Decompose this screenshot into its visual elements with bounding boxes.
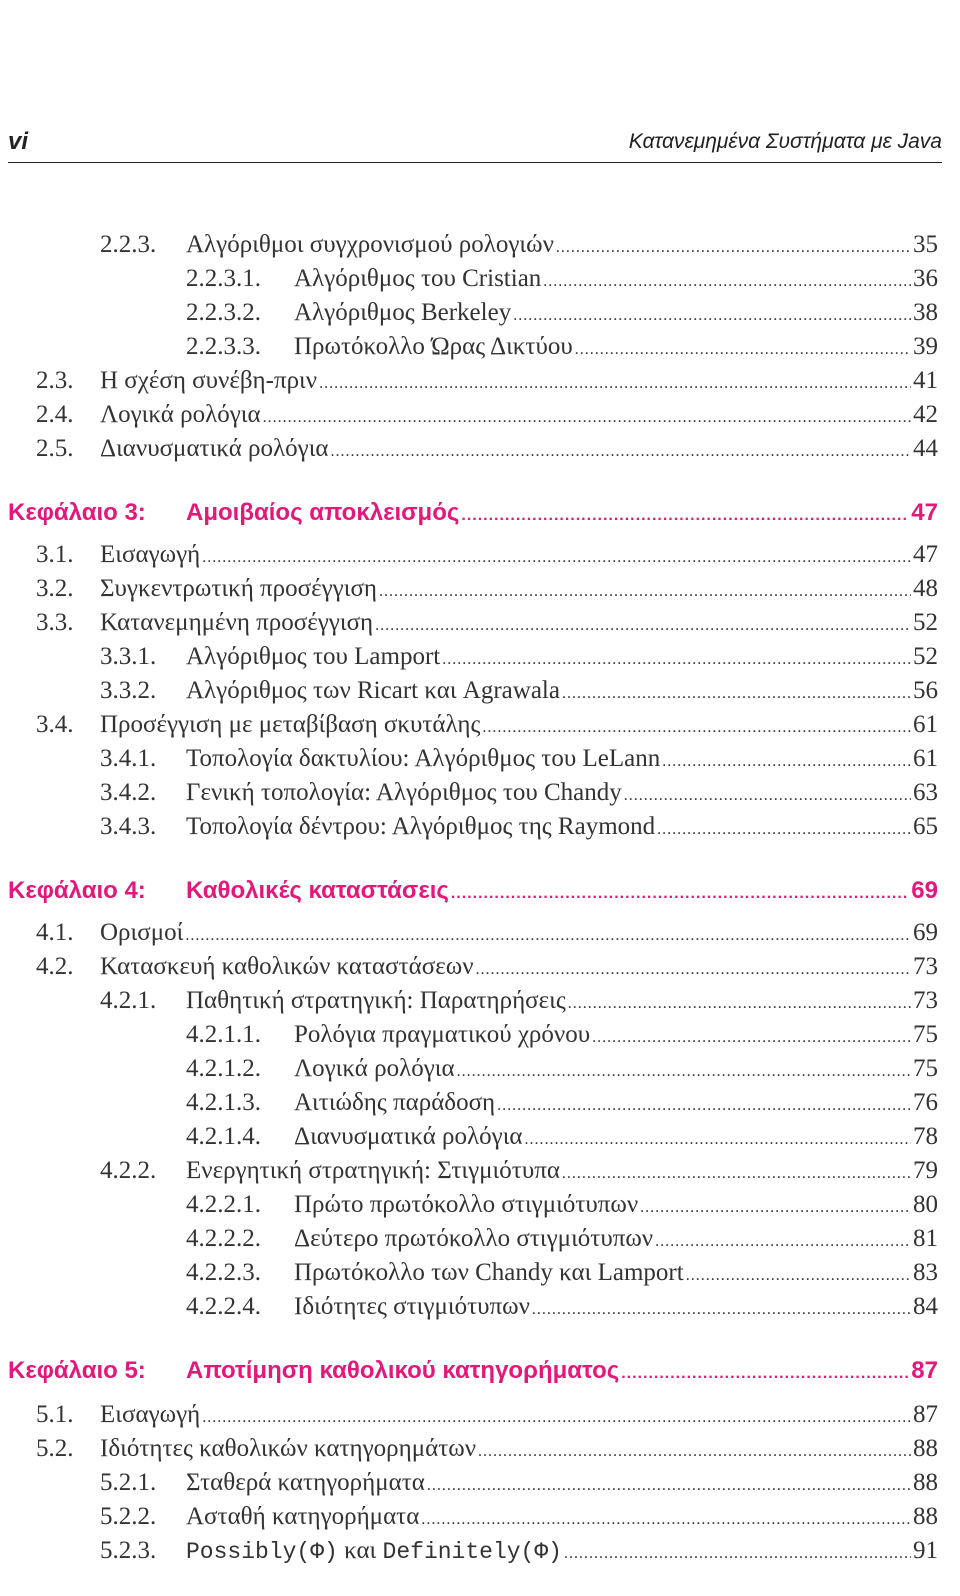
toc-entry[interactable] [186, 1086, 938, 1120]
toc-entry[interactable] [36, 708, 938, 742]
entry-number: 4.2.2.2. [186, 1225, 261, 1252]
toc-entry[interactable] [186, 1120, 938, 1154]
entry-title: Λογικά ρολόγια [100, 401, 261, 428]
dot-leader [451, 877, 909, 911]
toc-entry[interactable] [100, 1500, 938, 1534]
dot-leader [621, 1357, 909, 1391]
entry-number: 3.4.3. [100, 813, 157, 840]
dot-leader [568, 987, 911, 1021]
toc-entry[interactable] [100, 1534, 938, 1568]
entry-page: 35 [913, 231, 938, 258]
entry-page: 75 [913, 1021, 938, 1048]
entry-page: 52 [913, 643, 938, 670]
entry-title: Κατασκευή καθολικών καταστάσεων [100, 953, 474, 980]
dot-leader [497, 1089, 911, 1123]
code-possibly: Possibly(Φ) [186, 1539, 338, 1565]
entry-page: 41 [913, 367, 938, 394]
entry-title: Εισαγωγή [100, 1401, 201, 1428]
entry-number: 2.4. [36, 401, 74, 428]
entry-page: 44 [913, 435, 938, 462]
entry-page: 83 [913, 1259, 938, 1286]
entry-page: 80 [913, 1191, 938, 1218]
entry-number: 3.2. [36, 575, 74, 602]
entry-title: Αλγόριθμοι συγχρονισμού ρολογιών [186, 231, 554, 258]
dot-leader [461, 499, 909, 533]
entry-page: 87 [913, 1401, 938, 1428]
dot-leader [421, 1503, 911, 1537]
toc-entry[interactable] [100, 776, 938, 810]
toc-entry[interactable] [186, 262, 938, 296]
toc-entry[interactable] [36, 606, 938, 640]
entry-page: 78 [913, 1123, 938, 1150]
entry-number: 2.2.3. [100, 231, 157, 258]
toc-entry[interactable] [186, 1222, 938, 1256]
entry-title: Αλγόριθμος του Cristian [294, 265, 542, 292]
entry-number: 3.3. [36, 609, 74, 636]
entry-number: 4.2.1. [100, 987, 157, 1014]
entry-page: 88 [913, 1503, 938, 1530]
book-title: Κατανεμημένα Συστήματα με Java [628, 130, 942, 153]
entry-title: Αλγόριθμος Berkeley [294, 299, 512, 326]
toc-entry[interactable] [100, 674, 938, 708]
toc-entry[interactable] [100, 1154, 938, 1188]
entry-number: 5.2.2. [100, 1503, 157, 1530]
toc-entry[interactable] [36, 950, 938, 984]
entry-page: 73 [913, 987, 938, 1014]
toc-chapter-entry[interactable] [8, 874, 938, 908]
entry-title: Τοπολογία δέντρου: Αλγόριθμος της Raymond [186, 813, 656, 840]
entry-title: Πρωτόκολλο των Chandy και Lamport [294, 1259, 684, 1286]
dot-leader [624, 779, 911, 813]
dot-leader [478, 1435, 911, 1469]
dot-leader [319, 367, 911, 401]
entry-title: Συγκεντρωτική προσέγγιση [100, 575, 377, 602]
entry-number: 2.2.3.1. [186, 265, 261, 292]
toc-entry[interactable] [100, 640, 938, 674]
entry-page: 39 [913, 333, 938, 360]
dot-leader [525, 1123, 911, 1157]
entry-number: 5.2.3. [100, 1537, 157, 1564]
toc-entry[interactable] [186, 1188, 938, 1222]
toc-entry[interactable] [186, 1256, 938, 1290]
entry-page: 76 [913, 1089, 938, 1116]
entry-number: 4.2.1.3. [186, 1089, 261, 1116]
entry-number: 3.4.2. [100, 779, 157, 806]
entry-page: 63 [913, 779, 938, 806]
entry-title: Η σχέση συνέβη-πριν [100, 367, 318, 394]
entry-page: 79 [913, 1157, 938, 1184]
entry-number: 4.2. [36, 953, 74, 980]
dot-leader [543, 265, 911, 299]
dot-leader [655, 1225, 911, 1259]
dot-leader [476, 953, 912, 987]
entry-title: Πρωτόκολλο Ώρας Δικτύου [294, 333, 573, 360]
entry-number: 3.1. [36, 541, 74, 568]
entry-title: Ασταθή κατηγορήματα [186, 1503, 420, 1530]
entry-title: Ενεργητική στρατηγική: Στιγμιότυπα [186, 1157, 560, 1184]
toc-entry[interactable] [100, 984, 938, 1018]
entry-number: 2.3. [36, 367, 74, 394]
entry-page: 69 [913, 919, 938, 946]
entry-page: 52 [913, 609, 938, 636]
chapter-number: Κεφάλαιο 5: [8, 1357, 146, 1384]
entry-number: 4.2.2. [100, 1157, 157, 1184]
dot-leader [427, 1469, 911, 1503]
entry-number: 2.2.3.2. [186, 299, 261, 326]
entry-page: 88 [913, 1435, 938, 1462]
dot-leader [662, 745, 911, 779]
dot-leader [686, 1259, 911, 1293]
dot-leader [562, 1157, 911, 1191]
entry-number: 2.2.3.3. [186, 333, 261, 360]
dot-leader [564, 1537, 911, 1571]
entry-title: Πρώτο πρωτόκολλο στιγμιότυπων [294, 1191, 639, 1218]
dot-leader [532, 1293, 911, 1327]
toc-entry[interactable] [36, 1432, 938, 1466]
entry-title: Ρολόγια πραγματικού χρόνου [294, 1021, 591, 1048]
toc-chapter-entry[interactable] [8, 496, 938, 530]
entry-title: Αιτιώδης παράδοση [294, 1089, 496, 1116]
entry-title: Αλγόριθμος του Lamport [186, 643, 441, 670]
toc-entry[interactable] [36, 432, 938, 466]
code-definitely: Definitely(Φ) [382, 1539, 562, 1565]
dot-leader [331, 435, 911, 469]
dot-leader [185, 919, 911, 953]
chapter-title: Αμοιβαίος αποκλεισμός [186, 499, 460, 526]
dot-leader [640, 1191, 911, 1225]
toc-entry[interactable] [186, 330, 938, 364]
toc-entry[interactable] [186, 1052, 938, 1086]
entry-title: Προσέγγιση με μεταβίβαση σκυτάλης [100, 711, 481, 738]
dot-leader [379, 575, 911, 609]
dot-leader [562, 677, 911, 711]
entry-title: Τοπολογία δακτυλίου: Αλγόριθμος του LeLann [186, 745, 661, 772]
entry-title: Ορισμοί [100, 919, 184, 946]
entry-number: 5.1. [36, 1401, 74, 1428]
dot-leader [575, 333, 911, 367]
toc-entry[interactable] [36, 398, 938, 432]
entry-title: Αλγόριθμος των Ricart και Agrawala [186, 677, 560, 704]
entry-title: Γενική τοπολογία: Αλγόριθμος του Chandy [186, 779, 622, 806]
entry-title: Παθητική στρατηγική: Παρατηρήσεις [186, 987, 566, 1014]
entry-page: 81 [913, 1225, 938, 1252]
entry-page: 61 [913, 745, 938, 772]
toc-entry[interactable] [100, 1466, 938, 1500]
toc-entry[interactable] [36, 572, 938, 606]
chapter-page: 87 [911, 1357, 938, 1384]
dot-leader [513, 299, 911, 333]
toc-entry[interactable] [186, 1290, 938, 1324]
dot-leader [657, 813, 911, 847]
entry-page: 38 [913, 299, 938, 326]
entry-title: Ιδιότητες καθολικών κατηγορημάτων [100, 1435, 477, 1462]
entry-page: 65 [913, 813, 938, 840]
dot-leader [442, 643, 911, 677]
entry-number: 4.1. [36, 919, 74, 946]
dot-leader [202, 541, 911, 575]
entry-page: 42 [913, 401, 938, 428]
toc-entry[interactable] [186, 1018, 938, 1052]
entry-page: 84 [913, 1293, 938, 1320]
entry-number: 5.2.1. [100, 1469, 157, 1496]
entry-title: Σταθερά κατηγορήματα [186, 1469, 425, 1496]
toc-entry[interactable] [100, 810, 938, 844]
entry-page: 47 [913, 541, 938, 568]
entry-title: Διανυσματικά ρολόγια [100, 435, 329, 462]
entry-number: 3.4. [36, 711, 74, 738]
dot-leader [556, 231, 911, 265]
entry-page: 73 [913, 953, 938, 980]
entry-number: 2.5. [36, 435, 74, 462]
toc-entry[interactable] [100, 228, 938, 262]
dot-leader [457, 1055, 911, 1089]
entry-number: 5.2. [36, 1435, 74, 1462]
entry-page: 61 [913, 711, 938, 738]
chapter-title: Αποτίμηση καθολικού κατηγορήματος [186, 1357, 620, 1384]
chapter-page: 47 [911, 499, 938, 526]
toc-entry[interactable] [186, 296, 938, 330]
toc-entry[interactable] [36, 916, 938, 950]
toc-entry[interactable] [36, 1398, 938, 1432]
entry-page: 75 [913, 1055, 938, 1082]
entry-title: Δεύτερο πρωτόκολλο στιγμιότυπων [294, 1225, 654, 1252]
entry-title: Εισαγωγή [100, 541, 201, 568]
toc-entry[interactable] [100, 742, 938, 776]
entry-number: 4.2.1.4. [186, 1123, 261, 1150]
entry-number: 4.2.2.4. [186, 1293, 261, 1320]
entry-page: 56 [913, 677, 938, 704]
conjunction: και [337, 1537, 383, 1564]
entry-number: 3.3.2. [100, 677, 157, 704]
dot-leader [375, 609, 911, 643]
entry-number: 4.2.2.1. [186, 1191, 261, 1218]
entry-title: Λογικά ρολόγια [294, 1055, 455, 1082]
dot-leader [202, 1401, 911, 1435]
toc-entry[interactable] [36, 364, 938, 398]
chapter-number: Κεφάλαιο 3: [8, 499, 146, 526]
entry-page: 91 [913, 1537, 938, 1564]
dot-leader [263, 401, 911, 435]
entry-number: 4.2.1.2. [186, 1055, 261, 1082]
page-number: vi [8, 128, 29, 155]
entry-title: Κατανεμημένη προσέγγιση [100, 609, 374, 636]
chapter-title: Καθολικές καταστάσεις [186, 877, 449, 904]
entry-title: Ιδιότητες στιγμιότυπων [294, 1293, 530, 1320]
chapter-number: Κεφάλαιο 4: [8, 877, 146, 904]
dot-leader [592, 1021, 911, 1055]
entry-title: Διανυσματικά ρολόγια [294, 1123, 523, 1150]
entry-page: 88 [913, 1469, 938, 1496]
entry-number: 3.4.1. [100, 745, 157, 772]
toc-chapter-entry[interactable] [8, 1354, 938, 1388]
entry-number: 4.2.1.1. [186, 1021, 261, 1048]
toc-entry[interactable] [36, 538, 938, 572]
entry-page: 48 [913, 575, 938, 602]
chapter-page: 69 [911, 877, 938, 904]
entry-page: 36 [913, 265, 938, 292]
entry-number: 4.2.2.3. [186, 1259, 261, 1286]
entry-title [186, 1534, 562, 1569]
dot-leader [482, 711, 911, 745]
entry-number: 3.3.1. [100, 643, 157, 670]
